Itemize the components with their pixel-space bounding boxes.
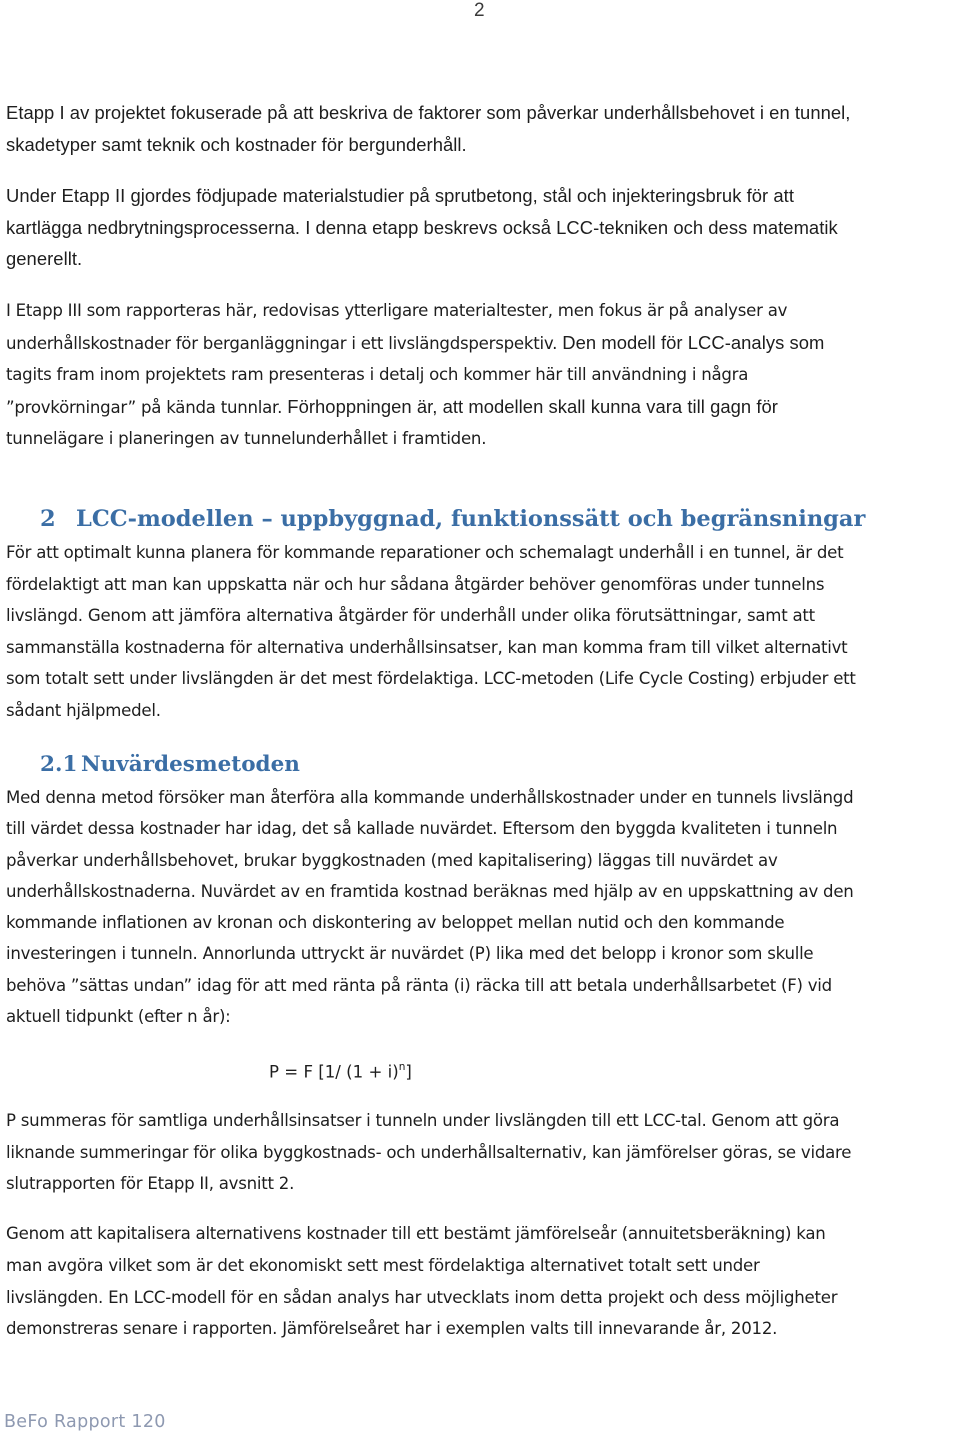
formula-main: P = F [1/ (1 + i) (269, 1062, 399, 1082)
text-line: som totalt sett under livslängden är det mest fördelaktiga. LCC-metoden (Life Cycle Costing) erbjuder ett (6, 669, 856, 689)
section-heading-2 (40, 502, 865, 536)
text-line: underhållskostnaderna. Nuvärdet av en framtida kostnad beräknas med hjälp av en uppskattning av den (6, 881, 854, 901)
text-line-mixed (6, 327, 824, 360)
paragraph-kapitalisera (6, 1218, 837, 1345)
text-line: behöva ”sättas undan” idag för att med ränta på ränta (i) räcka till att betala underhållsarbetet (F) vid (6, 975, 832, 995)
paragraph-summering (6, 1105, 851, 1200)
text-line: man avgöra vilket som är det ekonomiskt sett mest fördelaktiga alternativet totalt sett under (6, 1255, 760, 1275)
footer-report-label: BeFo Rapport 120 (4, 1412, 166, 1432)
text-line: tunnelägare i planeringen av tunnelunderhållet i framtiden. (6, 429, 487, 449)
text-segment-alt-font: Förhoppningen är, att modellen skall kunna vara till gagn för (282, 395, 778, 417)
text-line: I Etapp III som rapporteras här, redovisas ytterligare materialtester, men fokus är på analyser av (6, 301, 788, 320)
paragraph-etapp-2 (6, 180, 838, 275)
text-line: slutrapporten för Etapp II, avsnitt 2. (6, 1174, 295, 1193)
text-line: Etapp I av projektet fokuserade på att beskriva de faktorer som påverkar underhållsbehovet i en tunnel, (6, 102, 851, 123)
text-line: liknande summeringar för olika byggkostnads- och underhållsalternativ, kan jämförelser göras, se vidare (6, 1142, 852, 1162)
section-title: Nuvärdesmetoden (81, 752, 300, 777)
text-line: livslängd. Genom att jämföra alternativa åtgärder för underhåll under olika förutsättningar, samt att (6, 606, 815, 626)
text-line: Under Etapp II gjordes födjupade materialstudier på sprutbetong, stål och injekteringsbruk för att (6, 185, 794, 206)
section-title: LCC-modellen – uppbyggnad, funktionssätt och begränsningar (76, 506, 866, 532)
paragraph-etapp-1 (6, 97, 850, 160)
text-line: tagits fram inom projektets ram presenteras i detalj och kommer här till användning i några (6, 365, 749, 385)
text-line: sådant hjälpmedel. (6, 700, 161, 720)
text-line: påverkar underhållsbehovet, brukar byggkostnaden (med kapitalisering) läggas till nuvärdet av (6, 850, 778, 870)
text-segment-alt-font: Den modell för LCC-analys som (557, 331, 825, 353)
text-segment: underhållskostnader för berganläggningar i ett livslängdsperspektiv. (6, 333, 558, 353)
section-heading-2-1 (40, 748, 300, 782)
text-segment: ”provkörningar” på kända tunnlar. (6, 397, 283, 417)
text-line: generellt. (6, 248, 83, 269)
paragraph-lcc-intro (6, 537, 856, 727)
text-line: P summeras för samtliga underhållsinsatser i tunneln under livslängden till ett LCC-tal. Genom att göra (6, 1111, 840, 1130)
text-line-mixed (6, 391, 824, 424)
text-line: skadetyper samt teknik och kostnader för bergunderhåll. (6, 133, 467, 155)
text-line: För att optimalt kunna planera för kommande reparationer och schemalagt underhåll i en tunnel, är det (6, 543, 844, 562)
paragraph-nuvarde (6, 782, 854, 1032)
text-line: investeringen i tunneln. Annorlunda uttryckt är nuvärdet (P) lika med det belopp i kronor som skulle (6, 944, 814, 964)
text-line: demonstreras senare i rapporten. Jämförelseåret har i exemplen valts till innevarande år, 2012. (6, 1319, 778, 1339)
formula-exponent: n (398, 1061, 406, 1073)
section-number: 2.1 (40, 752, 78, 777)
text-line: aktuell tidpunkt (efter n år): (6, 1007, 231, 1027)
paragraph-etapp-3 (6, 295, 824, 455)
text-line: till värdet dessa kostnader har idag, det så kallade nuvärdet. Eftersom den byggda kvaliteten i tunneln (6, 819, 838, 839)
text-line: Genom att kapitalisera alternativens kostnader till ett bestämt jämförelseår (annuitetsberäkning) kan (6, 1224, 826, 1243)
text-line: livslängden. En LCC-modell för en sådan analys har utvecklats inom detta projekt och dess möjligheter (6, 1287, 838, 1307)
text-line: fördelaktigt att man kan uppskatta när och hur sådana åtgärder behöver genomföras under tunnelns (6, 574, 825, 594)
formula-end: ] (405, 1062, 412, 1082)
text-line: kartlägga nedbrytningsprocesserna. I denna etapp beskrevs också LCC-tekniken och dess matematik (6, 216, 838, 238)
present-value-formula (269, 1053, 412, 1088)
page-number: 2 (474, 0, 485, 21)
text-line: kommande inflationen av kronan och diskontering av beloppet mellan nutid och den kommande (6, 913, 785, 933)
text-line: Med denna metod försöker man återföra alla kommande underhållskostnader under en tunnels livslängd (6, 788, 854, 807)
text-line: sammanställa kostnaderna för alternativa underhållsinsatser, kan man komma fram till vilket alternativt (6, 637, 848, 657)
section-number: 2 (40, 506, 56, 532)
